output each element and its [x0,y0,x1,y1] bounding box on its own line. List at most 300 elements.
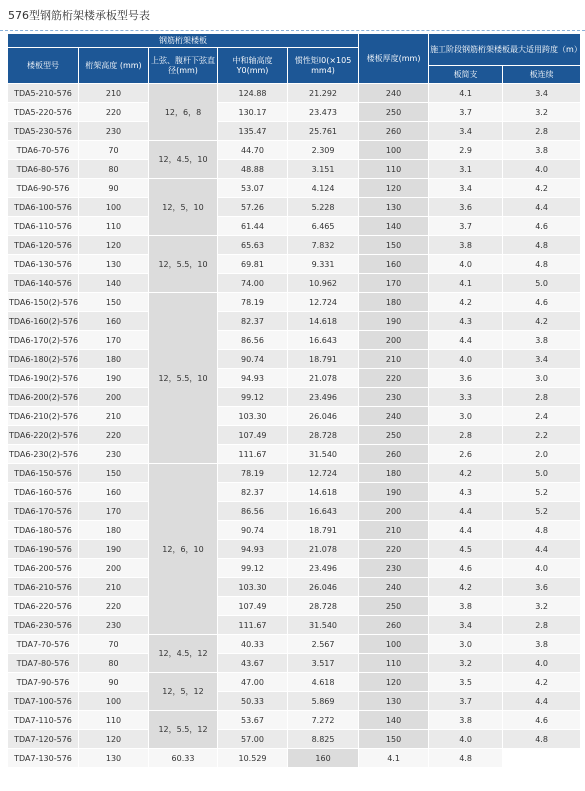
inertia-cell: 23.496 [288,388,359,407]
inertia-cell: 10.529 [218,749,288,768]
truss-height-cell: 70 [79,635,149,654]
table-row [8,217,581,236]
simple-span-cell: 3.4 [429,122,503,141]
truss-height-cell: 210 [79,407,149,426]
header-simple-support: 板简支 [429,66,503,84]
header-model: 楼板型号 [8,48,79,84]
truss-height-cell: 220 [79,103,149,122]
inertia-cell: 9.331 [288,255,359,274]
simple-span-cell: 2.8 [429,426,503,445]
simple-span-cell: 3.3 [429,388,503,407]
neutral-axis-cell: 50.33 [218,692,288,711]
simple-span-cell: 3.8 [429,711,503,730]
slab-thickness-cell: 120 [359,673,429,692]
continuous-span-cell: 2.4 [503,407,581,426]
header-slab-thickness: 楼板厚度(mm) [359,34,429,84]
simple-span-cell: 3.4 [429,179,503,198]
continuous-span-cell: 3.8 [503,141,581,160]
inertia-cell: 16.643 [288,331,359,350]
inertia-cell: 21.292 [288,84,359,103]
header-neutral-axis: 中和轴高度Y0(mm) [218,48,288,84]
model-cell: TDA6-190-576 [8,540,79,559]
table-row [8,369,581,388]
truss-height-cell: 220 [79,426,149,445]
neutral-axis-cell: 124.88 [218,84,288,103]
slab-thickness-cell: 200 [359,331,429,350]
table-row [8,749,581,768]
neutral-axis-cell: 65.63 [218,236,288,255]
truss-height-cell: 90 [79,673,149,692]
neutral-axis-cell: 53.07 [218,179,288,198]
spec-table [7,33,581,768]
continuous-span-cell: 4.2 [503,673,581,692]
header-group-truss-slab: 钢筋桁架楼板 [8,34,359,48]
slab-thickness-cell: 140 [359,217,429,236]
continuous-span-cell: 3.8 [503,635,581,654]
neutral-axis-cell: 90.74 [218,521,288,540]
simple-span-cell: 4.4 [429,331,503,350]
truss-height-cell: 180 [79,521,149,540]
truss-height-cell: 230 [79,445,149,464]
model-cell: TDA6-110-576 [8,217,79,236]
neutral-axis-cell: 90.74 [218,350,288,369]
neutral-axis-cell: 57.00 [218,730,288,749]
truss-height-cell: 140 [79,274,149,293]
table-row [8,654,581,673]
neutral-axis-cell: 48.88 [218,160,288,179]
header-inertia: 惯性矩I0(×105 mm4) [288,48,359,84]
neutral-axis-cell: 107.49 [218,597,288,616]
header-continuous: 板连续 [503,66,581,84]
continuous-span-cell: 4.2 [503,179,581,198]
model-cell: TDA6-150(2)-576 [8,293,79,312]
table-row [8,179,581,198]
inertia-cell: 7.272 [288,711,359,730]
slab-thickness-cell: 170 [359,274,429,293]
continuous-span-cell: 4.4 [503,198,581,217]
neutral-axis-cell: 94.93 [218,540,288,559]
model-cell: TDA6-200(2)-576 [8,388,79,407]
slab-thickness-cell: 240 [359,407,429,426]
inertia-cell: 14.618 [288,483,359,502]
header-rebar-diameter: 上弦、腹杆下弦直径(mm) [149,48,218,84]
rebar-diameter-cell: 12，5，12 [149,673,218,711]
slab-thickness-cell: 260 [359,616,429,635]
simple-span-cell: 3.7 [429,217,503,236]
table-row [8,711,581,730]
simple-span-cell: 3.2 [429,654,503,673]
table-row [8,236,581,255]
continuous-span-cell: 4.8 [503,255,581,274]
truss-height-cell: 90 [79,179,149,198]
truss-height-cell: 150 [79,464,149,483]
simple-span-cell: 3.5 [429,673,503,692]
continuous-span-cell: 4.8 [503,730,581,749]
table-row [8,616,581,635]
inertia-cell: 23.496 [288,559,359,578]
truss-height-cell: 150 [79,293,149,312]
model-cell: TDA6-220-576 [8,597,79,616]
neutral-axis-cell: 103.30 [218,407,288,426]
continuous-span-cell: 3.0 [503,369,581,388]
table-row [8,578,581,597]
neutral-axis-cell: 53.67 [218,711,288,730]
inertia-cell: 26.046 [288,407,359,426]
simple-span-cell: 4.0 [429,350,503,369]
slab-thickness-cell: 260 [359,122,429,141]
inertia-cell: 3.517 [288,654,359,673]
slab-thickness-cell: 140 [359,711,429,730]
truss-height-cell: 220 [79,597,149,616]
inertia-cell: 21.078 [288,369,359,388]
simple-span-cell: 3.6 [429,198,503,217]
table-row [8,464,581,483]
neutral-axis-cell: 82.37 [218,312,288,331]
table-row [8,483,581,502]
inertia-cell: 10.962 [288,274,359,293]
inertia-cell: 5.869 [288,692,359,711]
simple-span-cell: 4.3 [429,312,503,331]
truss-height-cell: 210 [79,578,149,597]
model-cell: TDA5-230-576 [8,122,79,141]
rebar-diameter-cell: 12，6，8 [149,84,218,141]
slab-thickness-cell: 150 [359,236,429,255]
continuous-span-cell: 4.0 [503,559,581,578]
table-row [8,331,581,350]
slab-thickness-cell: 260 [359,445,429,464]
slab-thickness-cell: 250 [359,426,429,445]
slab-thickness-cell: 120 [359,179,429,198]
truss-height-cell: 170 [79,331,149,350]
inertia-cell: 25.761 [288,122,359,141]
continuous-span-cell: 4.8 [503,521,581,540]
model-cell: TDA6-160-576 [8,483,79,502]
neutral-axis-cell: 69.81 [218,255,288,274]
slab-thickness-cell: 230 [359,559,429,578]
continuous-span-cell: 3.4 [503,350,581,369]
continuous-span-cell: 3.2 [503,103,581,122]
truss-height-cell: 200 [79,559,149,578]
simple-span-cell: 3.1 [429,160,503,179]
continuous-span-cell: 2.8 [503,388,581,407]
inertia-cell: 21.078 [288,540,359,559]
inertia-cell: 31.540 [288,616,359,635]
slab-thickness-cell: 130 [359,198,429,217]
slab-thickness-cell: 180 [359,464,429,483]
inertia-cell: 5.228 [288,198,359,217]
continuous-span-cell: 4.6 [503,293,581,312]
simple-span-cell: 4.3 [429,483,503,502]
table-row [8,198,581,217]
model-cell: TDA6-210(2)-576 [8,407,79,426]
table-row [8,502,581,521]
truss-height-cell: 100 [79,198,149,217]
truss-height-cell: 210 [79,84,149,103]
table-row [8,692,581,711]
inertia-cell: 6.465 [288,217,359,236]
simple-span-cell: 3.8 [429,236,503,255]
truss-height-cell: 160 [79,483,149,502]
neutral-axis-cell: 86.56 [218,331,288,350]
model-cell: TDA7-100-576 [8,692,79,711]
inertia-cell: 2.567 [288,635,359,654]
truss-height-cell: 190 [79,369,149,388]
page-title: 576型钢筋桁架楼承板型号表 [8,9,150,22]
neutral-axis-cell: 43.67 [218,654,288,673]
rebar-diameter-cell: 12，4.5，10 [149,141,218,179]
slab-thickness-cell: 200 [359,502,429,521]
simple-span-cell: 3.0 [429,635,503,654]
neutral-axis-cell: 99.12 [218,388,288,407]
simple-span-cell: 4.1 [359,749,429,768]
simple-span-cell: 4.2 [429,293,503,312]
table-row [8,635,581,654]
slab-thickness-cell: 250 [359,597,429,616]
continuous-span-cell: 2.2 [503,426,581,445]
continuous-span-cell: 4.0 [503,654,581,673]
continuous-span-cell: 4.6 [503,711,581,730]
rebar-diameter-cell: 12，5.5，12 [149,711,218,749]
model-cell: TDA7-120-576 [8,730,79,749]
continuous-span-cell: 4.0 [503,160,581,179]
inertia-cell: 8.825 [288,730,359,749]
inertia-cell: 18.791 [288,521,359,540]
neutral-axis-cell: 103.30 [218,578,288,597]
table-row [8,597,581,616]
model-cell: TDA6-230-576 [8,616,79,635]
neutral-axis-cell: 111.67 [218,616,288,635]
slab-thickness-cell: 220 [359,540,429,559]
neutral-axis-cell: 47.00 [218,673,288,692]
continuous-span-cell: 5.0 [503,464,581,483]
table-row [8,540,581,559]
slab-thickness-cell: 190 [359,483,429,502]
simple-span-cell: 3.7 [429,103,503,122]
model-cell: TDA6-230(2)-576 [8,445,79,464]
rebar-diameter-cell: 12，5.5，10 [149,293,218,464]
inertia-cell: 26.046 [288,578,359,597]
inertia-cell: 31.540 [288,445,359,464]
table-row [8,445,581,464]
continuous-span-cell: 2.8 [503,122,581,141]
neutral-axis-cell: 60.33 [149,749,218,768]
continuous-span-cell: 2.8 [503,616,581,635]
table-row [8,312,581,331]
inertia-cell: 28.728 [288,597,359,616]
simple-span-cell: 4.0 [429,730,503,749]
continuous-span-cell: 5.2 [503,502,581,521]
slab-thickness-cell: 180 [359,293,429,312]
inertia-cell: 2.309 [288,141,359,160]
truss-height-cell: 160 [79,312,149,331]
model-cell: TDA6-190(2)-576 [8,369,79,388]
rebar-diameter-cell: 12，6，10 [149,464,218,635]
simple-span-cell: 4.5 [429,540,503,559]
model-cell: TDA6-180(2)-576 [8,350,79,369]
model-cell: TDA6-70-576 [8,141,79,160]
slab-thickness-cell: 210 [359,350,429,369]
model-cell: TDA6-140-576 [8,274,79,293]
model-cell: TDA7-90-576 [8,673,79,692]
neutral-axis-cell: 107.49 [218,426,288,445]
table-row [8,141,581,160]
neutral-axis-cell: 86.56 [218,502,288,521]
model-cell: TDA5-220-576 [8,103,79,122]
inertia-cell: 23.473 [288,103,359,122]
slab-thickness-cell: 110 [359,654,429,673]
neutral-axis-cell: 74.00 [218,274,288,293]
continuous-span-cell: 3.4 [503,84,581,103]
simple-span-cell: 3.4 [429,616,503,635]
slab-thickness-cell: 190 [359,312,429,331]
slab-thickness-cell: 150 [359,730,429,749]
slab-thickness-cell: 240 [359,84,429,103]
simple-span-cell: 4.1 [429,274,503,293]
truss-height-cell: 80 [79,654,149,673]
neutral-axis-cell: 40.33 [218,635,288,654]
model-cell: TDA5-210-576 [8,84,79,103]
rebar-diameter-cell: 12，5，10 [149,179,218,236]
table-row [8,407,581,426]
continuous-span-cell: 4.2 [503,312,581,331]
model-cell: TDA6-160(2)-576 [8,312,79,331]
truss-height-cell: 70 [79,141,149,160]
spec-table-body [8,84,581,768]
model-cell: TDA6-120-576 [8,236,79,255]
slab-thickness-cell: 130 [359,692,429,711]
header-group-span: 施工阶段钢筋桁架楼板最大适用跨度（m） [429,34,581,66]
model-cell: TDA7-110-576 [8,711,79,730]
simple-span-cell: 3.8 [429,597,503,616]
simple-span-cell: 2.9 [429,141,503,160]
table-row [8,426,581,445]
inertia-cell: 12.724 [288,464,359,483]
inertia-cell: 14.618 [288,312,359,331]
model-cell: TDA7-70-576 [8,635,79,654]
neutral-axis-cell: 78.19 [218,464,288,483]
neutral-axis-cell: 57.26 [218,198,288,217]
model-cell: TDA6-80-576 [8,160,79,179]
table-row [8,274,581,293]
truss-height-cell: 110 [79,217,149,236]
model-cell: TDA6-170-576 [8,502,79,521]
continuous-span-cell: 3.8 [503,331,581,350]
truss-height-cell: 230 [79,616,149,635]
simple-span-cell: 3.6 [429,369,503,388]
table-row [8,255,581,274]
title-divider [0,30,585,31]
inertia-cell: 16.643 [288,502,359,521]
table-row [8,84,581,103]
rebar-diameter-cell: 12，4.5，12 [149,635,218,673]
inertia-cell: 28.728 [288,426,359,445]
continuous-span-cell: 5.2 [503,483,581,502]
simple-span-cell: 4.2 [429,464,503,483]
neutral-axis-cell: 111.67 [218,445,288,464]
table-row [8,673,581,692]
simple-span-cell: 2.6 [429,445,503,464]
neutral-axis-cell: 130.17 [218,103,288,122]
continuous-span-cell: 4.8 [503,236,581,255]
slab-thickness-cell: 100 [359,141,429,160]
inertia-cell: 4.618 [288,673,359,692]
table-row [8,122,581,141]
truss-height-cell: 190 [79,540,149,559]
simple-span-cell: 4.4 [429,502,503,521]
continuous-span-cell: 4.4 [503,540,581,559]
truss-height-cell: 120 [79,730,149,749]
model-cell: TDA6-100-576 [8,198,79,217]
slab-thickness-cell: 160 [288,749,359,768]
table-row [8,103,581,122]
table-row [8,388,581,407]
table-row [8,730,581,749]
truss-height-cell: 100 [79,692,149,711]
neutral-axis-cell: 99.12 [218,559,288,578]
simple-span-cell: 3.0 [429,407,503,426]
slab-thickness-cell: 160 [359,255,429,274]
truss-height-cell: 80 [79,160,149,179]
neutral-axis-cell: 61.44 [218,217,288,236]
continuous-span-cell: 5.0 [503,274,581,293]
slab-thickness-cell: 100 [359,635,429,654]
continuous-span-cell: 3.2 [503,597,581,616]
simple-span-cell: 4.4 [429,521,503,540]
model-cell: TDA6-220(2)-576 [8,426,79,445]
table-row [8,350,581,369]
table-row [8,521,581,540]
rebar-diameter-cell: 12，5.5，10 [149,236,218,293]
inertia-cell: 4.124 [288,179,359,198]
inertia-cell: 7.832 [288,236,359,255]
truss-height-cell: 110 [79,711,149,730]
table-row [8,559,581,578]
truss-height-cell: 120 [79,236,149,255]
slab-thickness-cell: 250 [359,103,429,122]
truss-height-cell: 170 [79,502,149,521]
model-cell: TDA6-170(2)-576 [8,331,79,350]
simple-span-cell: 4.1 [429,84,503,103]
slab-thickness-cell: 210 [359,521,429,540]
simple-span-cell: 4.0 [429,255,503,274]
table-row [8,160,581,179]
continuous-span-cell: 4.8 [429,749,503,768]
model-cell: TDA7-130-576 [8,749,79,768]
table-row [8,293,581,312]
neutral-axis-cell: 44.70 [218,141,288,160]
continuous-span-cell: 4.6 [503,217,581,236]
neutral-axis-cell: 78.19 [218,293,288,312]
neutral-axis-cell: 82.37 [218,483,288,502]
inertia-cell: 18.791 [288,350,359,369]
model-cell: TDA6-130-576 [8,255,79,274]
truss-height-cell: 130 [79,749,149,768]
truss-height-cell: 200 [79,388,149,407]
model-cell: TDA6-180-576 [8,521,79,540]
slab-thickness-cell: 230 [359,388,429,407]
continuous-span-cell: 4.4 [503,692,581,711]
slab-thickness-cell: 220 [359,369,429,388]
model-cell: TDA7-80-576 [8,654,79,673]
continuous-span-cell: 2.0 [503,445,581,464]
simple-span-cell: 3.7 [429,692,503,711]
inertia-cell: 3.151 [288,160,359,179]
simple-span-cell: 4.6 [429,559,503,578]
model-cell: TDA6-90-576 [8,179,79,198]
slab-thickness-cell: 240 [359,578,429,597]
truss-height-cell: 130 [79,255,149,274]
model-cell: TDA6-200-576 [8,559,79,578]
